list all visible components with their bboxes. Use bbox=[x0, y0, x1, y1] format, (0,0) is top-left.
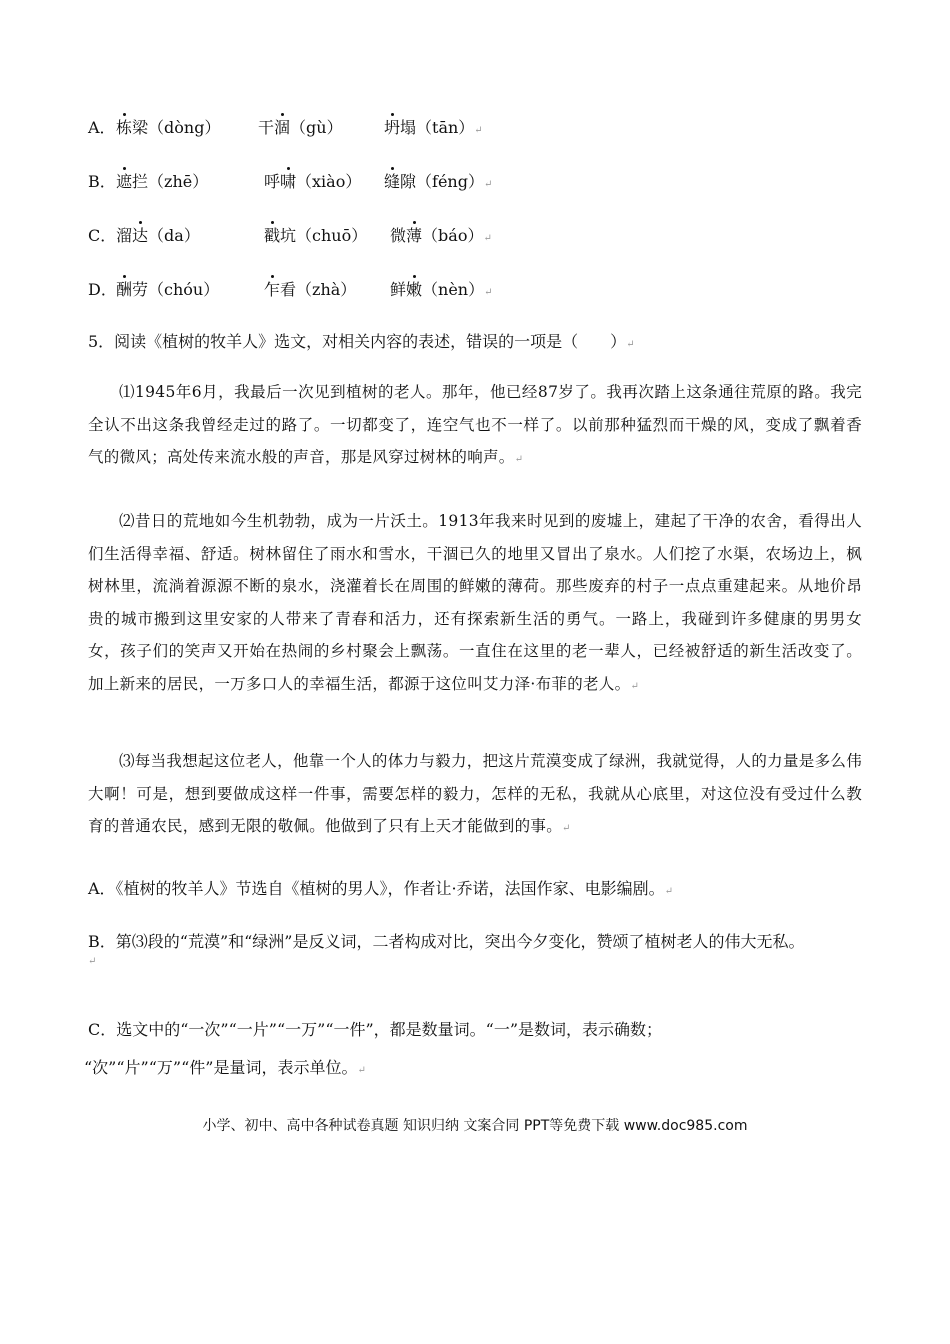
option-label: B． bbox=[88, 172, 116, 191]
option-word: 鲜嫩（nèn）↵ bbox=[390, 280, 493, 299]
option-label: C． bbox=[88, 226, 117, 245]
option-word: 栋梁（dòng） bbox=[116, 118, 221, 137]
option-label: A． bbox=[88, 118, 116, 137]
passage-paragraph-1: ⑴1945年6月，我最后一次见到植树的老人。那年，他已经87岁了。我再次踏上这条通往荒原的路。我完全认不出这条我曾经走过的路了。一切都变了，连空气也不一样了。以前那种猛烈而干燥的风，变成了飘着香气的微风；高处传来流水般的声音，那是风穿过树林的响声。↵ bbox=[88, 383, 862, 466]
choice-a: A．《植树的牧羊人》节选自《植树的男人》，作者让·乔诺，法国作家、电影编剧。↵ bbox=[88, 879, 674, 898]
option-word: 缝隙（féng）↵ bbox=[384, 172, 493, 191]
option-word: 溜达（da） bbox=[116, 226, 200, 245]
option-word: 戳坑（chuō） bbox=[264, 226, 368, 245]
paragraph-mark: ↵ bbox=[88, 956, 97, 967]
option-label: D． bbox=[88, 280, 117, 299]
choice-c-line-1: C．选文中的“一次”“一片”“一万”“一件”，都是数量词。“一”是数词，表示确数； bbox=[88, 1020, 663, 1039]
option-word: 遮拦（zhē） bbox=[116, 172, 209, 191]
passage-paragraph-2: ⑵昔日的荒地如今生机勃勃，成为一片沃土。1913年我来时见到的废墟上，建起了干净的农舍，看得出人们生活得幸福、舒适。树林留住了雨水和雪水，干涸已久的地里又冒出了泉水。人们挖了水渠，农场边上，枫树林里，流淌着源源不断的泉水，浇灌着长在周围的鲜嫩的薄荷。那些废弃的村子一点点重建起来。从地价昂贵的城市搬到这里安家的人带来了青春和活力，还有探索新生活的勇气。一路上，我碰到许多健康的男男女女，孩子们的笑声又开始在热闹的乡村聚会上飘荡。一直住在这里的老一辈人，已经被舒适的新生活改变了。加上新来的居民，一万多口人的幸福生活，都源于这位叫艾力泽·布菲的老人。↵ bbox=[88, 512, 862, 693]
option-word: 微薄（báo）↵ bbox=[390, 226, 492, 245]
choice-c-line-2: “次”“片”“万”“件”是量词，表示单位。↵ bbox=[84, 1058, 366, 1077]
option-word: 乍看（zhà） bbox=[264, 280, 357, 299]
option-word: 干涸（gù） bbox=[258, 118, 343, 137]
passage-paragraph-3: ⑶每当我想起这位老人，他靠一个人的体力与毅力，把这片荒漠变成了绿洲，我就觉得，人的力量是多么伟大啊！可是，想到要做成这样一件事，需要怎样的毅力，怎样的无私，我就从心底里，对这位没有受过什么教育的普通农民，感到无限的敬佩。他做到了只有上天才能做到的事。↵ bbox=[88, 752, 862, 835]
choice-b: B．第⑶段的“荒漠”和“绿洲”是反义词，二者构成对比，突出今夕变化，赞颂了植树老人的伟大无私。 bbox=[88, 932, 805, 951]
option-word: 酬劳（chóu） bbox=[116, 280, 220, 299]
option-word: 呼啸（xiào） bbox=[264, 172, 362, 191]
option-word: 坍塌（tān）↵ bbox=[384, 118, 483, 137]
page-footer: 小学、初中、高中各种试卷真题 知识归纳 文案合同 PPT等免费下载 www.doc985.com bbox=[202, 1118, 748, 1134]
question-5: 5．阅读《植树的牧羊人》选文，对相关内容的表述，错误的一项是（ ）↵ bbox=[88, 332, 635, 351]
